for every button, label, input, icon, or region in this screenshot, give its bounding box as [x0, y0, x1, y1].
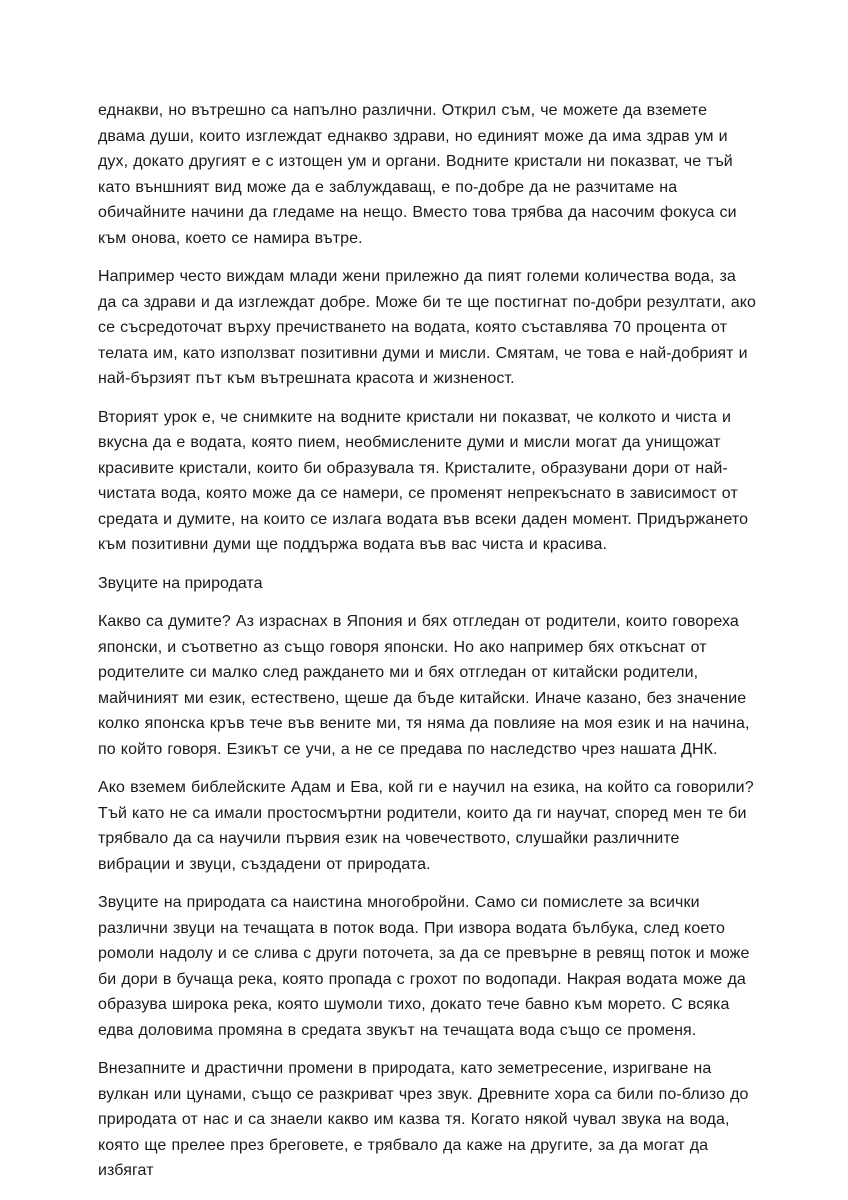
- paragraph: Ако вземем библейските Адам и Ева, кой ги е научил на езика, на който са говорили? Тъй като не са имали простосмъртни родители, които да ги научат, според мен те би трябвало да са научили първия език на човечеството, слушайки различните вибрации и звуци, създадени от природата.: [98, 779, 754, 873]
- section-heading: Звуците на природата: [98, 574, 263, 592]
- paragraph: Внезапните и драстични промени в природата, като земетресение, изригване на вулкан или цунами, също се разкриват чрез звук. Древните хора са били по-близо до природата от нас и са знаели какво им казва тя. Когато някой чувал звука на вода, която ще прелее през бреговете, е трябвало да каже на другите, за да могат да избягат: [98, 1060, 749, 1179]
- paragraph: Какво са думите? Аз израснах в Япония и бях отгледан от родители, които говореха японски, и съответно аз също говоря японски. Но ако например бях откъснат от родителите си малко след раждането ми и бях отгледан от китайски родители, майчиният ми език, естествено, щеше да бъде китайски. Иначе казано, без значение колко японска кръв тече във вените ми, тя няма да повлияе на моя език и на начина, по който говоря. Езикът се учи, а не се предава по наследство чрез нашата ДНК.: [98, 613, 750, 758]
- paragraph: еднакви, но вътрешно са напълно различни. Открил съм, че можете да вземете двама души, които изглеждат еднакво здрави, но единият може да има здрав ум и дух, докато другият е с изтощен ум и органи. Водните кристали ни показват, че тъй като външният вид може да е заблуждаващ, е по-добре да не разчитаме на обичайните начини да гледаме на нещо. Вместо това трябва да насочим фокуса си към онова, което се намира вътре.: [98, 102, 737, 247]
- paragraph: Например често виждам млади жени прилежно да пият големи количества вода, за да са здрави и да изглеждат добре. Може би те ще постигнат по-добри резултати, ако се съсредоточат върху пречистването на водата, която съставлява 70 процента от телата им, като използват позитивни думи и мисли. Смятам, че това е най-добрият и най-бързият път към вътрешната красота и жизненост.: [98, 268, 756, 387]
- paragraph: Вторият урок е, че снимките на водните кристали ни показват, че колкото и чиста и вкусна да е водата, която пием, необмислените думи и мисли могат да унищожат красивите кристали, които би образувала тя. Кристалите, образувани дори от най-чистата вода, която може да се намери, се променят непрекъснато в зависимост от средата и думите, на които се излага водата във всеки даден момент. Придържането към позитивни думи ще поддържа водата във вас чиста и красива.: [98, 408, 749, 553]
- text-column: [98, 98, 756, 1197]
- paragraph: Звуците на природата са наистина многобройни. Само си помислете за всички различни звуци на течащата в поток вода. При извора водата бълбука, след което ромоли надолу и се слива с други поточета, за да се превърне в ревящ поток и може би дори в бучаща река, която пропада с грохот по водопади. Накрая водата може да образува широка река, която шумоли тихо, докато тече бавно към морето. С всяка едва доловима промяна в средата звукът на течащата вода също се променя.: [98, 894, 750, 1039]
